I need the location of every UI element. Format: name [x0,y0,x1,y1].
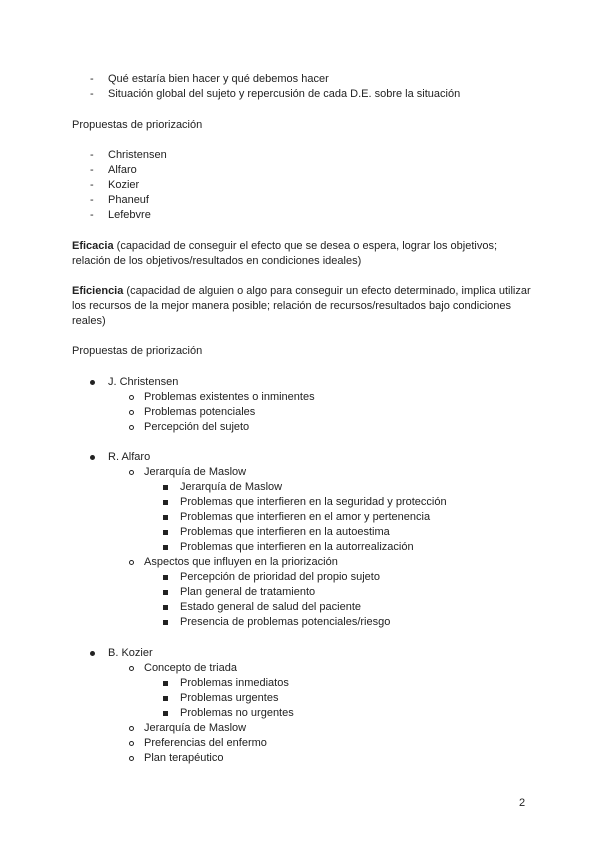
bullet-circle [129,425,134,430]
list-item: J. Christensen [108,376,179,388]
bullet-disc [90,380,95,385]
bullet-square [163,605,168,610]
bullet-circle [129,726,134,731]
list-item: B. Kozier [108,647,153,659]
dash-marker: - [90,88,94,100]
definition-term: Eficacia [72,240,114,252]
dash-marker: - [90,179,94,191]
definition-eficacia [72,239,532,269]
list-item: Phaneuf [108,194,149,206]
list-item: Problemas que interfieren en el amor y pertenencia [180,511,431,523]
bullet-circle [129,410,134,415]
definition-eficiencia [72,284,532,329]
list-item: Aspectos que influyen en la priorización [144,556,338,568]
list-item: Presencia de problemas potenciales/riesgo [180,616,391,628]
list-item: Problemas que interfieren en la autoestima [180,526,390,538]
list-item: Percepción de prioridad del propio sujeto [180,571,380,583]
bullet-circle [129,395,134,400]
list-item: Christensen [108,149,167,161]
list-item: Jerarquía de Maslow [180,481,283,493]
list-item: Lefebvre [108,209,151,221]
list-item: Kozier [108,179,140,191]
bullet-circle [129,666,134,671]
definition-term: Eficiencia [72,285,124,297]
bullet-square [163,515,168,520]
list-item: Concepto de triada [144,662,237,674]
bullet-square [163,530,168,535]
dash-marker: - [90,194,94,206]
list-item: Plan general de tratamiento [180,586,316,598]
list-item: Percepción del sujeto [144,421,250,433]
section-heading: Propuestas de priorización [72,345,203,357]
list-item: Qué estaría bien hacer y qué debemos hacer [108,73,329,85]
definition-text: (capacidad de alguien o algo para conseguir un efecto determinado, implica utilizar los recursos de la mejor manera posible; relación de recursos/resultados bajo condiciones reales) [72,285,531,327]
bullet-square [163,696,168,701]
bullet-square [163,711,168,716]
bullet-square [163,620,168,625]
list-item: Alfaro [108,164,137,176]
bullet-circle [129,741,134,746]
bullet-square [163,500,168,505]
bullet-square [163,590,168,595]
dash-marker: - [90,149,94,161]
list-item: Plan terapéutico [144,752,224,764]
dash-marker: - [90,73,94,85]
bullet-square [163,485,168,490]
page-number: 2 [519,797,526,809]
bullet-disc [90,455,95,460]
list-item: Problemas no urgentes [180,707,294,719]
definition-text: (capacidad de conseguir el efecto que se desea o espera, lograr los objetivos; relación de los objetivos/resultados en condiciones ideales) [72,240,497,267]
section-heading: Propuestas de priorización [72,119,203,131]
list-item: Situación global del sujeto y repercusión de cada D.E. sobre la situación [108,88,461,100]
list-item: Preferencias del enfermo [144,737,267,749]
bullet-circle [129,756,134,761]
list-item: Problemas que interfieren en la autorrealización [180,541,414,553]
list-item: Problemas inmediatos [180,677,289,689]
list-item: Problemas urgentes [180,692,279,704]
list-item: Jerarquía de Maslow [144,722,247,734]
list-item: R. Alfaro [108,451,151,463]
list-item: Problemas potenciales [144,406,256,418]
bullet-circle [129,470,134,475]
dash-marker: - [90,209,94,221]
dash-marker: - [90,164,94,176]
bullet-circle [129,560,134,565]
list-item: Jerarquía de Maslow [144,466,247,478]
list-item: Problemas existentes o inminentes [144,391,315,403]
bullet-square [163,575,168,580]
bullet-square [163,681,168,686]
bullet-disc [90,651,95,656]
bullet-square [163,545,168,550]
list-item: Problemas que interfieren en la seguridad y protección [180,496,447,508]
list-item: Estado general de salud del paciente [180,601,362,613]
